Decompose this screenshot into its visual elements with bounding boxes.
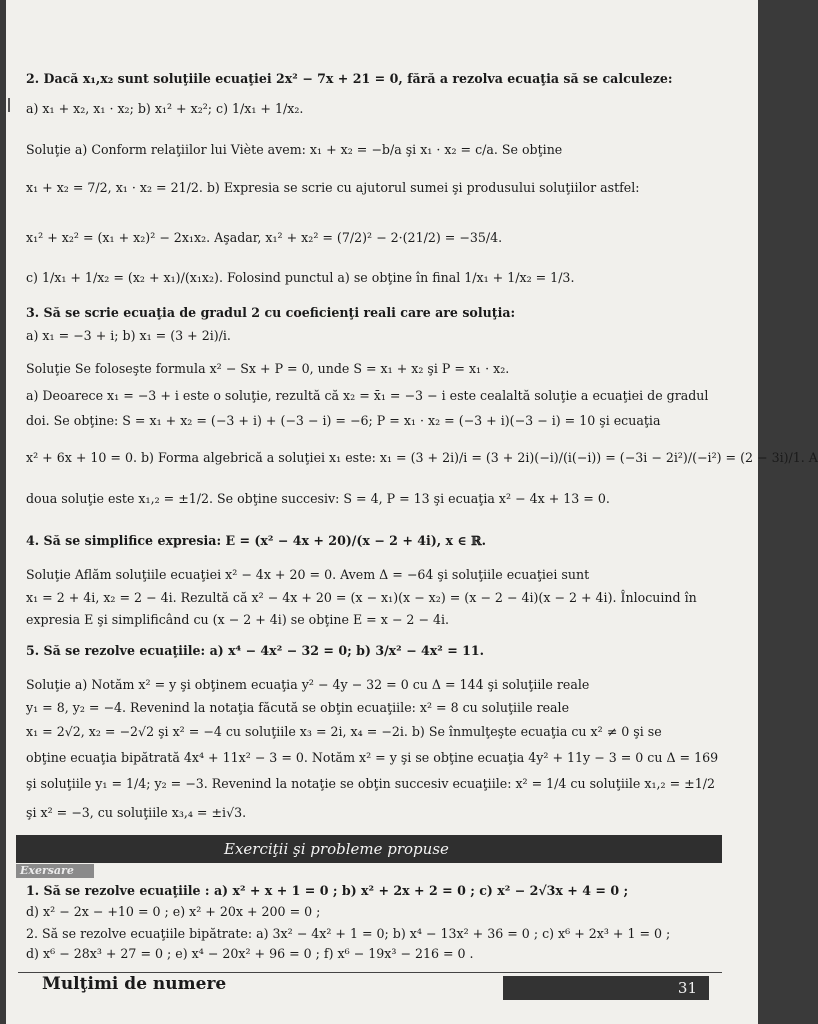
solution-line: doua soluţie este x₁,₂ = ±1/2. Se obţine succesiv: S = 4, P = 13 şi ecuaţia x² − 4x + 13 = 0. bbox=[26, 491, 610, 506]
exercise-line: 2. Să se rezolve ecuaţiile bipătrate: a) 3x² − 4x² + 1 = 0; b) x⁴ − 13x² + 36 = 0 ; c) x⁶ + 2x³ + 1 = 0 ; bbox=[26, 926, 671, 941]
solution-line: expresia E şi simplificând cu (x − 2 + 4i) se obţine E = x − 2 − 4i. bbox=[26, 612, 449, 627]
solution-line: x₁² + x₂² = (x₁ + x₂)² − 2x₁x₂. Aşadar, x₁² + x₂² = (7/2)² − 2·(21/2) = −35/4. bbox=[26, 230, 503, 245]
solution-line: obţine ecuaţia bipătrată 4x⁴ + 11x² − 3 = 0. Notăm x² = y şi se obţine ecuaţia 4y² + 11y − 3 = 0 cu Δ = 169 bbox=[26, 750, 719, 765]
solution-line: şi soluţiile y₁ = 1/4; y₂ = −3. Revenind la notaţie se obţin succesiv ecuaţiile: x² = 1/4 cu soluţiile x₁,₂ = ±1/2 bbox=[26, 776, 715, 791]
problem-2-parts: a) x₁ + x₂, x₁ · x₂; b) x₁² + x₂²; c) 1/x₁ + 1/x₂. bbox=[26, 101, 304, 116]
section-tag-label: Exersare bbox=[20, 864, 74, 877]
solution-line: doi. Se obţine: S = x₁ + x₂ = (−3 + i) + (−3 − i) = −6; P = x₁ · x₂ = (−3 + i)(−3 − i) = 10 şi ecuaţia bbox=[26, 413, 661, 428]
section-banner bbox=[16, 835, 722, 863]
margin-mark bbox=[8, 98, 10, 112]
section-tag bbox=[16, 864, 94, 878]
solution-line: Soluţie Se foloseşte formula x² − Sx + P = 0, unde S = x₁ + x₂ şi P = x₁ · x₂. bbox=[26, 361, 510, 376]
chapter-title: Mulţimi de numere bbox=[42, 974, 227, 994]
exercise-line: d) x² − 2x − +10 = 0 ; e) x² + 20x + 200 = 0 ; bbox=[26, 904, 321, 919]
solution-line: y₁ = 8, y₂ = −4. Revenind la notaţia făcută se obţin ecuaţiile: x² = 8 cu soluţiile reale bbox=[26, 700, 570, 715]
problem-5-statement: 5. Să se rezolve ecuaţiile: a) x⁴ − 4x² − 32 = 0; b) 3/x² − 4x² = 11. bbox=[26, 643, 485, 658]
solution-line: şi x² = −3, cu soluţiile x₃,₄ = ±i√3. bbox=[26, 805, 247, 820]
solution-line: x₁ + x₂ = 7/2, x₁ · x₂ = 21/2. b) Expresia se scrie cu ajutorul sumei şi produsului soluţiilor astfel: bbox=[26, 180, 640, 195]
footer-divider bbox=[18, 972, 722, 973]
solution-line: x₁ = 2√2, x₂ = −2√2 şi x² = −4 cu soluţiile x₃ = 2i, x₄ = −2i. b) Se înmulţeşte ecuaţia cu x² ≠ 0 şi se bbox=[26, 724, 662, 739]
solution-line: Soluţie a) Conform relaţiilor lui Viète avem: x₁ + x₂ = −b/a şi x₁ · x₂ = c/a. Se obţine bbox=[26, 142, 563, 157]
page bbox=[6, 0, 818, 1024]
problem-3-parts: a) x₁ = −3 + i; b) x₁ = (3 + 2i)/i. bbox=[26, 328, 231, 343]
solution-line: x² + 6x + 10 = 0. b) Forma algebrică a soluţiei x₁ este: x₁ = (3 + 2i)/i = (3 + 2i)(−i)/(i(−i)) = (−3i − 2i²)/(−i²) = (2 − 3i)/1. A bbox=[26, 450, 818, 465]
problem-3-statement: 3. Să se scrie ecuaţia de gradul 2 cu coeficienţi reali care are soluţia: bbox=[26, 305, 516, 320]
problem-4-statement: 4. Să se simplifice expresia: E = (x² − 4x + 20)/(x − 2 + 4i), x ∈ ℝ. bbox=[26, 533, 486, 548]
page-number: 31 bbox=[677, 979, 697, 997]
solution-line: Soluţie Aflăm soluţiile ecuaţiei x² − 4x + 20 = 0. Avem Δ = −64 şi soluţiile ecuaţiei sunt bbox=[26, 567, 590, 582]
exercise-line: d) x⁶ − 28x³ + 27 = 0 ; e) x⁴ − 20x² + 96 = 0 ; f) x⁶ − 19x³ − 216 = 0 . bbox=[26, 946, 474, 961]
solution-line: a) Deoarece x₁ = −3 + i este o soluţie, rezultă că x₂ = x̄₁ = −3 − i este cealaltă soluţie a ecuaţiei de gradul bbox=[26, 388, 709, 403]
exercise-line: 1. Să se rezolve ecuaţiile : a) x² + x + 1 = 0 ; b) x² + 2x + 2 = 0 ; c) x² − 2√3x + 4 = 0 ; bbox=[26, 883, 629, 898]
solution-line: c) 1/x₁ + 1/x₂ = (x₂ + x₁)/(x₁x₂). Folosind punctul a) se obţine în final 1/x₁ + 1/x₂ = 1/3. bbox=[26, 270, 575, 285]
footer-bar bbox=[503, 976, 709, 1000]
problem-2-statement: 2. Dacă x₁,x₂ sunt soluţiile ecuaţiei 2x² − 7x + 21 = 0, fără a rezolva ecuaţia să se calculeze: bbox=[26, 71, 673, 86]
solution-line: Soluţie a) Notăm x² = y şi obţinem ecuaţia y² − 4y − 32 = 0 cu Δ = 144 şi soluţiile reale bbox=[26, 677, 590, 692]
solution-line: x₁ = 2 + 4i, x₂ = 2 − 4i. Rezultă că x² − 4x + 20 = (x − x₁)(x − x₂) = (x − 2 − 4i)(x − 2 + 4i). Înlocuind în bbox=[26, 590, 697, 605]
section-title: Exerciţii şi probleme propuse bbox=[224, 840, 449, 858]
